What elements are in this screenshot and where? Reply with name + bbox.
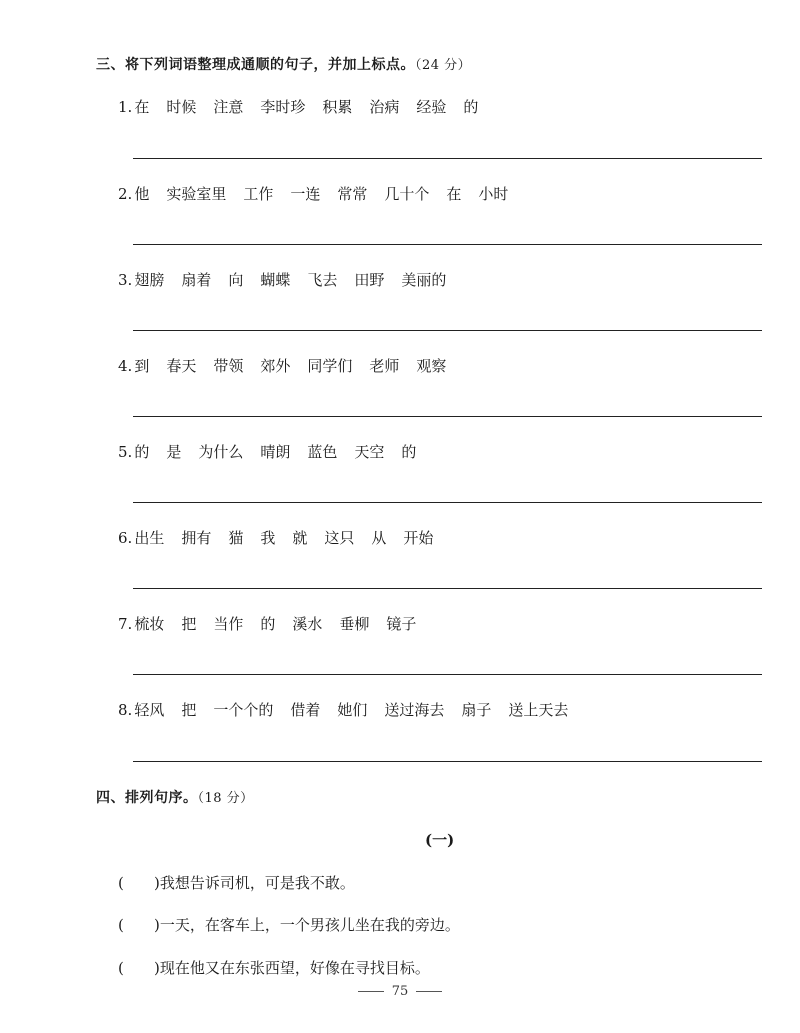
- order-blank-open[interactable]: (: [118, 959, 124, 977]
- answer-line-4[interactable]: [133, 416, 762, 417]
- word: 治病: [369, 98, 400, 116]
- word: 他: [134, 185, 150, 203]
- word: 送过海去: [384, 701, 445, 719]
- answer-line-6[interactable]: [133, 588, 762, 589]
- word: 扇子: [461, 701, 492, 719]
- word: 这只: [324, 529, 355, 547]
- word: 时候: [166, 98, 197, 116]
- word: 翅膀: [134, 271, 165, 289]
- word: 带领: [213, 357, 244, 375]
- order-sentence: 一天，在客车上，一个男孩儿坐在我的旁边。: [159, 916, 460, 934]
- word: 的: [401, 443, 417, 461]
- word: 经验: [416, 98, 447, 116]
- order-blank-close: ): [154, 916, 160, 934]
- answer-line-1[interactable]: [133, 158, 762, 159]
- section-3-title: 三、将下列词语整理成通顺的句子，并加上标点。: [96, 57, 415, 73]
- word: 蓝色: [307, 443, 338, 461]
- order-blank-open[interactable]: (: [118, 916, 124, 934]
- word: 田野: [354, 271, 385, 289]
- question-6: [118, 527, 450, 548]
- word: 工作: [243, 185, 274, 203]
- question-7: [118, 613, 433, 634]
- word: 美丽的: [401, 271, 447, 289]
- answer-line-8[interactable]: [133, 761, 762, 762]
- word: 开始: [403, 529, 434, 547]
- order-sentence: 我想告诉司机，可是我不敢。: [159, 874, 355, 892]
- part-one-title: (一): [425, 831, 455, 849]
- word: 小时: [478, 185, 509, 203]
- word: 我: [260, 529, 276, 547]
- section-4-title: 四、排列句序。: [96, 790, 198, 806]
- question-3: [118, 269, 463, 290]
- word: 垂柳: [339, 615, 370, 633]
- dash-left: [358, 991, 384, 992]
- question-5: [118, 441, 433, 462]
- word: 实验室里: [166, 185, 227, 203]
- section-4-heading: [96, 787, 254, 807]
- word: 蝴蝶: [260, 271, 291, 289]
- word: 拥有: [181, 529, 212, 547]
- word: 天空: [354, 443, 385, 461]
- order-sentence: 现在他又在东张西望，好像在寻找目标。: [159, 959, 430, 977]
- word: 的: [260, 615, 276, 633]
- answer-line-3[interactable]: [133, 330, 762, 331]
- question-number: 4.: [118, 357, 133, 375]
- word: 老师: [369, 357, 400, 375]
- word: 出生: [134, 529, 165, 547]
- word: 几十个: [384, 185, 430, 203]
- word: 同学们: [307, 357, 353, 375]
- word: 一连: [290, 185, 321, 203]
- question-number: 2.: [118, 185, 133, 203]
- word: 为什么: [198, 443, 244, 461]
- question-number: 7.: [118, 615, 133, 633]
- page-number-value: 75: [391, 984, 409, 999]
- word: 猫: [228, 529, 244, 547]
- word: 到: [134, 357, 150, 375]
- dash-right: [416, 991, 442, 992]
- word: 从: [371, 529, 387, 547]
- word: 观察: [416, 357, 447, 375]
- order-item-1: [118, 872, 355, 893]
- answer-line-2[interactable]: [133, 244, 762, 245]
- word: 春天: [166, 357, 197, 375]
- question-number: 1.: [118, 98, 133, 116]
- word: 把: [181, 615, 197, 633]
- word: 就: [292, 529, 308, 547]
- word: 是: [166, 443, 182, 461]
- word: 在: [446, 185, 462, 203]
- question-1: [118, 96, 495, 117]
- question-number: 5.: [118, 443, 133, 461]
- word: 镜子: [386, 615, 417, 633]
- word: 李时珍: [260, 98, 306, 116]
- word: 飞去: [307, 271, 338, 289]
- question-4: [118, 355, 463, 376]
- word: 积累: [322, 98, 353, 116]
- word: 在: [134, 98, 150, 116]
- word: 的: [463, 98, 479, 116]
- answer-line-5[interactable]: [133, 502, 762, 503]
- page-number: [0, 984, 800, 999]
- question-2: [118, 183, 525, 204]
- word: 送上天去: [508, 701, 569, 719]
- section-4-score: （18 分）: [197, 791, 254, 806]
- word: 一个个的: [213, 701, 274, 719]
- word: 当作: [213, 615, 244, 633]
- word: 溪水: [292, 615, 323, 633]
- word: 梳妆: [134, 615, 165, 633]
- word: 晴朗: [260, 443, 291, 461]
- answer-line-7[interactable]: [133, 674, 762, 675]
- question-number: 8.: [118, 701, 133, 719]
- order-item-2: [118, 914, 460, 935]
- word: 把: [181, 701, 197, 719]
- word: 注意: [213, 98, 244, 116]
- section-3-score: （24 分）: [415, 58, 472, 73]
- order-blank-close: ): [154, 959, 160, 977]
- word: 借着: [290, 701, 321, 719]
- word: 郊外: [260, 357, 291, 375]
- section-3-heading: [96, 54, 471, 74]
- word: 轻风: [134, 701, 165, 719]
- word: 扇着: [181, 271, 212, 289]
- question-number: 3.: [118, 271, 133, 289]
- word: 常常: [337, 185, 368, 203]
- order-item-3: [118, 957, 430, 978]
- word: 的: [134, 443, 150, 461]
- order-blank-open[interactable]: (: [118, 874, 124, 892]
- word: 她们: [337, 701, 368, 719]
- question-number: 6.: [118, 529, 133, 547]
- word: 向: [228, 271, 244, 289]
- question-8: [118, 699, 585, 720]
- order-blank-close: ): [154, 874, 160, 892]
